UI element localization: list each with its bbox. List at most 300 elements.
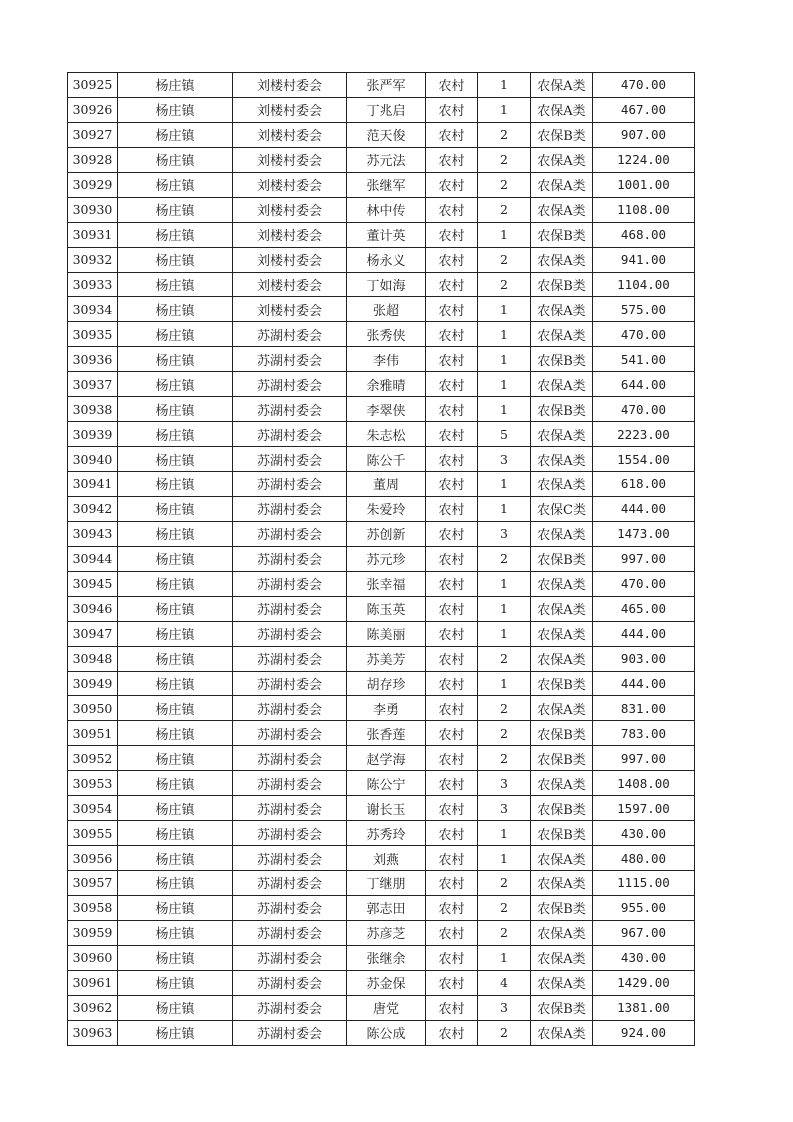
household-count-cell: 3 — [478, 796, 531, 821]
household-count-cell: 1 — [478, 945, 531, 970]
town-cell: 杨庄镇 — [118, 646, 233, 671]
table-row — [68, 422, 695, 447]
person-name-cell: 李勇 — [347, 696, 426, 721]
table-row — [68, 297, 695, 322]
table-row — [68, 247, 695, 272]
record-id-cell: 30962 — [68, 995, 118, 1020]
village-committee-cell: 苏湖村委会 — [233, 995, 347, 1020]
household-count-cell: 2 — [478, 871, 531, 896]
household-count-cell: 1 — [478, 596, 531, 621]
village-committee-cell: 苏湖村委会 — [233, 347, 347, 372]
record-id-cell: 30925 — [68, 73, 118, 98]
amount-cell: 1001.00 — [593, 172, 695, 197]
insurance-category-cell: 农保A类 — [531, 621, 593, 646]
area-type-cell: 农村 — [426, 920, 478, 945]
insurance-category-cell: 农保A类 — [531, 297, 593, 322]
area-type-cell: 农村 — [426, 122, 478, 147]
area-type-cell: 农村 — [426, 222, 478, 247]
person-name-cell: 胡存珍 — [347, 671, 426, 696]
record-id-cell: 30945 — [68, 571, 118, 596]
amount-cell: 1408.00 — [593, 771, 695, 796]
person-name-cell: 苏美芳 — [347, 646, 426, 671]
village-committee-cell: 苏湖村委会 — [233, 970, 347, 995]
town-cell: 杨庄镇 — [118, 721, 233, 746]
area-type-cell: 农村 — [426, 846, 478, 871]
household-count-cell: 2 — [478, 696, 531, 721]
person-name-cell: 朱爱玲 — [347, 496, 426, 521]
town-cell: 杨庄镇 — [118, 546, 233, 571]
amount-cell: 470.00 — [593, 322, 695, 347]
amount-cell: 903.00 — [593, 646, 695, 671]
village-committee-cell: 苏湖村委会 — [233, 571, 347, 596]
area-type-cell: 农村 — [426, 671, 478, 696]
village-committee-cell: 苏湖村委会 — [233, 422, 347, 447]
record-id-cell: 30927 — [68, 122, 118, 147]
record-id-cell: 30954 — [68, 796, 118, 821]
record-id-cell: 30959 — [68, 920, 118, 945]
table-row — [68, 970, 695, 995]
amount-cell: 541.00 — [593, 347, 695, 372]
record-id-cell: 30936 — [68, 347, 118, 372]
table-row — [68, 895, 695, 920]
village-committee-cell: 苏湖村委会 — [233, 721, 347, 746]
record-id-cell: 30939 — [68, 422, 118, 447]
record-id-cell: 30933 — [68, 272, 118, 297]
person-name-cell: 范天俊 — [347, 122, 426, 147]
area-type-cell: 农村 — [426, 496, 478, 521]
person-name-cell: 丁如海 — [347, 272, 426, 297]
area-type-cell: 农村 — [426, 521, 478, 546]
area-type-cell: 农村 — [426, 796, 478, 821]
household-count-cell: 3 — [478, 995, 531, 1020]
town-cell: 杨庄镇 — [118, 871, 233, 896]
insurance-category-cell: 农保A类 — [531, 372, 593, 397]
table-row — [68, 671, 695, 696]
record-id-cell: 30947 — [68, 621, 118, 646]
town-cell: 杨庄镇 — [118, 97, 233, 122]
table-row — [68, 172, 695, 197]
insurance-category-cell: 农保B类 — [531, 746, 593, 771]
amount-cell: 644.00 — [593, 372, 695, 397]
village-committee-cell: 苏湖村委会 — [233, 771, 347, 796]
town-cell: 杨庄镇 — [118, 472, 233, 497]
insurance-category-cell: 农保A类 — [531, 596, 593, 621]
household-count-cell: 1 — [478, 472, 531, 497]
person-name-cell: 丁兆启 — [347, 97, 426, 122]
table-row — [68, 222, 695, 247]
amount-cell: 997.00 — [593, 546, 695, 571]
town-cell: 杨庄镇 — [118, 796, 233, 821]
table-row — [68, 871, 695, 896]
person-name-cell: 张严军 — [347, 73, 426, 98]
amount-cell: 907.00 — [593, 122, 695, 147]
village-committee-cell: 苏湖村委会 — [233, 322, 347, 347]
table-row — [68, 472, 695, 497]
area-type-cell: 农村 — [426, 871, 478, 896]
person-name-cell: 陈公成 — [347, 1020, 426, 1045]
area-type-cell: 农村 — [426, 322, 478, 347]
village-committee-cell: 苏湖村委会 — [233, 1020, 347, 1045]
area-type-cell: 农村 — [426, 646, 478, 671]
area-type-cell: 农村 — [426, 172, 478, 197]
town-cell: 杨庄镇 — [118, 147, 233, 172]
amount-cell: 997.00 — [593, 746, 695, 771]
record-id-cell: 30958 — [68, 895, 118, 920]
household-count-cell: 3 — [478, 771, 531, 796]
town-cell: 杨庄镇 — [118, 895, 233, 920]
town-cell: 杨庄镇 — [118, 297, 233, 322]
amount-cell: 1473.00 — [593, 521, 695, 546]
village-committee-cell: 苏湖村委会 — [233, 546, 347, 571]
area-type-cell: 农村 — [426, 197, 478, 222]
amount-cell: 967.00 — [593, 920, 695, 945]
household-count-cell: 1 — [478, 821, 531, 846]
village-committee-cell: 苏湖村委会 — [233, 871, 347, 896]
town-cell: 杨庄镇 — [118, 247, 233, 272]
town-cell: 杨庄镇 — [118, 821, 233, 846]
amount-cell: 831.00 — [593, 696, 695, 721]
area-type-cell: 农村 — [426, 447, 478, 472]
record-id-cell: 30949 — [68, 671, 118, 696]
village-committee-cell: 苏湖村委会 — [233, 397, 347, 422]
household-count-cell: 4 — [478, 970, 531, 995]
table-row — [68, 397, 695, 422]
table-row — [68, 496, 695, 521]
area-type-cell: 农村 — [426, 347, 478, 372]
table-row — [68, 147, 695, 172]
insurance-category-cell: 农保A类 — [531, 521, 593, 546]
insurance-category-cell: 农保A类 — [531, 73, 593, 98]
area-type-cell: 农村 — [426, 945, 478, 970]
amount-cell: 1224.00 — [593, 147, 695, 172]
insurance-category-cell: 农保A类 — [531, 771, 593, 796]
amount-cell: 470.00 — [593, 397, 695, 422]
insurance-category-cell: 农保B类 — [531, 796, 593, 821]
village-committee-cell: 苏湖村委会 — [233, 621, 347, 646]
insurance-category-cell: 农保A类 — [531, 970, 593, 995]
person-name-cell: 谢长玉 — [347, 796, 426, 821]
village-committee-cell: 刘楼村委会 — [233, 172, 347, 197]
village-committee-cell: 苏湖村委会 — [233, 920, 347, 945]
person-name-cell: 余雅晴 — [347, 372, 426, 397]
area-type-cell: 农村 — [426, 746, 478, 771]
amount-cell: 468.00 — [593, 222, 695, 247]
amount-cell: 1115.00 — [593, 871, 695, 896]
person-name-cell: 丁继朋 — [347, 871, 426, 896]
amount-cell: 955.00 — [593, 895, 695, 920]
table-row — [68, 571, 695, 596]
village-committee-cell: 刘楼村委会 — [233, 122, 347, 147]
table-row — [68, 1020, 695, 1045]
record-id-cell: 30940 — [68, 447, 118, 472]
area-type-cell: 农村 — [426, 821, 478, 846]
table-row — [68, 97, 695, 122]
table-row — [68, 621, 695, 646]
table-body — [68, 73, 695, 1046]
village-committee-cell: 苏湖村委会 — [233, 646, 347, 671]
record-id-cell: 30934 — [68, 297, 118, 322]
town-cell: 杨庄镇 — [118, 447, 233, 472]
town-cell: 杨庄镇 — [118, 372, 233, 397]
person-name-cell: 苏秀玲 — [347, 821, 426, 846]
person-name-cell: 林中传 — [347, 197, 426, 222]
table-row — [68, 521, 695, 546]
household-count-cell: 2 — [478, 920, 531, 945]
person-name-cell: 苏创新 — [347, 521, 426, 546]
town-cell: 杨庄镇 — [118, 920, 233, 945]
amount-cell: 467.00 — [593, 97, 695, 122]
insurance-category-cell: 农保A类 — [531, 945, 593, 970]
person-name-cell: 张香莲 — [347, 721, 426, 746]
area-type-cell: 农村 — [426, 297, 478, 322]
household-count-cell: 1 — [478, 671, 531, 696]
table-row — [68, 995, 695, 1020]
town-cell: 杨庄镇 — [118, 73, 233, 98]
household-count-cell: 2 — [478, 721, 531, 746]
record-id-cell: 30942 — [68, 496, 118, 521]
amount-cell: 618.00 — [593, 472, 695, 497]
insurance-category-cell: 农保A类 — [531, 1020, 593, 1045]
record-id-cell: 30961 — [68, 970, 118, 995]
area-type-cell: 农村 — [426, 372, 478, 397]
record-id-cell: 30931 — [68, 222, 118, 247]
area-type-cell: 农村 — [426, 1020, 478, 1045]
insurance-category-cell: 农保A类 — [531, 871, 593, 896]
household-count-cell: 2 — [478, 172, 531, 197]
household-count-cell: 1 — [478, 621, 531, 646]
town-cell: 杨庄镇 — [118, 671, 233, 696]
town-cell: 杨庄镇 — [118, 172, 233, 197]
town-cell: 杨庄镇 — [118, 322, 233, 347]
insurance-category-cell: 农保B类 — [531, 671, 593, 696]
person-name-cell: 杨永义 — [347, 247, 426, 272]
area-type-cell: 农村 — [426, 995, 478, 1020]
record-id-cell: 30948 — [68, 646, 118, 671]
insurance-category-cell: 农保B类 — [531, 347, 593, 372]
area-type-cell: 农村 — [426, 771, 478, 796]
household-count-cell: 2 — [478, 646, 531, 671]
area-type-cell: 农村 — [426, 546, 478, 571]
town-cell: 杨庄镇 — [118, 222, 233, 247]
village-committee-cell: 刘楼村委会 — [233, 222, 347, 247]
household-count-cell: 2 — [478, 272, 531, 297]
person-name-cell: 苏彦芝 — [347, 920, 426, 945]
town-cell: 杨庄镇 — [118, 397, 233, 422]
household-count-cell: 2 — [478, 746, 531, 771]
town-cell: 杨庄镇 — [118, 746, 233, 771]
household-count-cell: 1 — [478, 347, 531, 372]
town-cell: 杨庄镇 — [118, 995, 233, 1020]
town-cell: 杨庄镇 — [118, 1020, 233, 1045]
village-committee-cell: 苏湖村委会 — [233, 521, 347, 546]
household-count-cell: 1 — [478, 297, 531, 322]
person-name-cell: 张秀侠 — [347, 322, 426, 347]
person-name-cell: 李伟 — [347, 347, 426, 372]
insurance-category-cell: 农保B类 — [531, 397, 593, 422]
table-row — [68, 272, 695, 297]
insurance-category-cell: 农保A类 — [531, 846, 593, 871]
area-type-cell: 农村 — [426, 397, 478, 422]
household-count-cell: 2 — [478, 197, 531, 222]
person-name-cell: 张继军 — [347, 172, 426, 197]
amount-cell: 1104.00 — [593, 272, 695, 297]
area-type-cell: 农村 — [426, 621, 478, 646]
household-count-cell: 1 — [478, 372, 531, 397]
record-id-cell: 30926 — [68, 97, 118, 122]
table-row — [68, 945, 695, 970]
records-table — [67, 72, 695, 1046]
table-row — [68, 122, 695, 147]
table-row — [68, 920, 695, 945]
village-committee-cell: 刘楼村委会 — [233, 73, 347, 98]
record-id-cell: 30950 — [68, 696, 118, 721]
table-row — [68, 347, 695, 372]
town-cell: 杨庄镇 — [118, 945, 233, 970]
person-name-cell: 陈玉英 — [347, 596, 426, 621]
table-row — [68, 197, 695, 222]
amount-cell: 1597.00 — [593, 796, 695, 821]
record-id-cell: 30944 — [68, 546, 118, 571]
table-row — [68, 746, 695, 771]
insurance-category-cell: 农保A类 — [531, 197, 593, 222]
person-name-cell: 张继余 — [347, 945, 426, 970]
record-id-cell: 30955 — [68, 821, 118, 846]
record-id-cell: 30963 — [68, 1020, 118, 1045]
person-name-cell: 朱志松 — [347, 422, 426, 447]
person-name-cell: 董计英 — [347, 222, 426, 247]
insurance-category-cell: 农保C类 — [531, 496, 593, 521]
area-type-cell: 农村 — [426, 895, 478, 920]
table-row — [68, 372, 695, 397]
table-row — [68, 546, 695, 571]
village-committee-cell: 苏湖村委会 — [233, 746, 347, 771]
amount-cell: 941.00 — [593, 247, 695, 272]
amount-cell: 1381.00 — [593, 995, 695, 1020]
amount-cell: 783.00 — [593, 721, 695, 746]
person-name-cell: 张幸福 — [347, 571, 426, 596]
town-cell: 杨庄镇 — [118, 771, 233, 796]
record-id-cell: 30960 — [68, 945, 118, 970]
village-committee-cell: 苏湖村委会 — [233, 372, 347, 397]
town-cell: 杨庄镇 — [118, 422, 233, 447]
record-id-cell: 30929 — [68, 172, 118, 197]
table-row — [68, 721, 695, 746]
town-cell: 杨庄镇 — [118, 970, 233, 995]
area-type-cell: 农村 — [426, 596, 478, 621]
record-id-cell: 30930 — [68, 197, 118, 222]
table-row — [68, 796, 695, 821]
insurance-category-cell: 农保B类 — [531, 995, 593, 1020]
household-count-cell: 1 — [478, 222, 531, 247]
town-cell: 杨庄镇 — [118, 696, 233, 721]
household-count-cell: 1 — [478, 97, 531, 122]
person-name-cell: 苏元珍 — [347, 546, 426, 571]
person-name-cell: 张超 — [347, 297, 426, 322]
area-type-cell: 农村 — [426, 247, 478, 272]
amount-cell: 470.00 — [593, 571, 695, 596]
village-committee-cell: 刘楼村委会 — [233, 97, 347, 122]
town-cell: 杨庄镇 — [118, 846, 233, 871]
area-type-cell: 农村 — [426, 721, 478, 746]
household-count-cell: 1 — [478, 846, 531, 871]
insurance-category-cell: 农保B类 — [531, 222, 593, 247]
insurance-category-cell: 农保A类 — [531, 97, 593, 122]
insurance-category-cell: 农保A类 — [531, 447, 593, 472]
record-id-cell: 30928 — [68, 147, 118, 172]
person-name-cell: 陈美丽 — [347, 621, 426, 646]
record-id-cell: 30951 — [68, 721, 118, 746]
record-id-cell: 30932 — [68, 247, 118, 272]
household-count-cell: 1 — [478, 73, 531, 98]
area-type-cell: 农村 — [426, 696, 478, 721]
village-committee-cell: 苏湖村委会 — [233, 945, 347, 970]
person-name-cell: 苏金保 — [347, 970, 426, 995]
amount-cell: 924.00 — [593, 1020, 695, 1045]
amount-cell: 430.00 — [593, 821, 695, 846]
table-row — [68, 696, 695, 721]
person-name-cell: 董周 — [347, 472, 426, 497]
village-committee-cell: 苏湖村委会 — [233, 696, 347, 721]
town-cell: 杨庄镇 — [118, 521, 233, 546]
amount-cell: 444.00 — [593, 671, 695, 696]
amount-cell: 480.00 — [593, 846, 695, 871]
town-cell: 杨庄镇 — [118, 496, 233, 521]
person-name-cell: 郭志田 — [347, 895, 426, 920]
household-count-cell: 5 — [478, 422, 531, 447]
person-name-cell: 李翠侠 — [347, 397, 426, 422]
village-committee-cell: 刘楼村委会 — [233, 147, 347, 172]
town-cell: 杨庄镇 — [118, 596, 233, 621]
household-count-cell: 2 — [478, 895, 531, 920]
area-type-cell: 农村 — [426, 472, 478, 497]
insurance-category-cell: 农保A类 — [531, 422, 593, 447]
insurance-category-cell: 农保A类 — [531, 322, 593, 347]
household-count-cell: 3 — [478, 447, 531, 472]
household-count-cell: 2 — [478, 147, 531, 172]
insurance-category-cell: 农保A类 — [531, 571, 593, 596]
record-id-cell: 30946 — [68, 596, 118, 621]
village-committee-cell: 刘楼村委会 — [233, 272, 347, 297]
table-row — [68, 846, 695, 871]
village-committee-cell: 苏湖村委会 — [233, 596, 347, 621]
amount-cell: 1429.00 — [593, 970, 695, 995]
household-count-cell: 1 — [478, 322, 531, 347]
village-committee-cell: 苏湖村委会 — [233, 895, 347, 920]
village-committee-cell: 刘楼村委会 — [233, 297, 347, 322]
table-row — [68, 322, 695, 347]
person-name-cell: 唐党 — [347, 995, 426, 1020]
village-committee-cell: 苏湖村委会 — [233, 671, 347, 696]
record-id-cell: 30956 — [68, 846, 118, 871]
record-id-cell: 30935 — [68, 322, 118, 347]
amount-cell: 575.00 — [593, 297, 695, 322]
household-count-cell: 1 — [478, 397, 531, 422]
insurance-category-cell: 农保A类 — [531, 696, 593, 721]
town-cell: 杨庄镇 — [118, 122, 233, 147]
person-name-cell: 苏元法 — [347, 147, 426, 172]
amount-cell: 1108.00 — [593, 197, 695, 222]
insurance-category-cell: 农保B类 — [531, 272, 593, 297]
amount-cell: 470.00 — [593, 73, 695, 98]
record-id-cell: 30957 — [68, 871, 118, 896]
record-id-cell: 30943 — [68, 521, 118, 546]
record-id-cell: 30953 — [68, 771, 118, 796]
town-cell: 杨庄镇 — [118, 272, 233, 297]
record-id-cell: 30941 — [68, 472, 118, 497]
town-cell: 杨庄镇 — [118, 621, 233, 646]
record-id-cell: 30937 — [68, 372, 118, 397]
village-committee-cell: 刘楼村委会 — [233, 197, 347, 222]
